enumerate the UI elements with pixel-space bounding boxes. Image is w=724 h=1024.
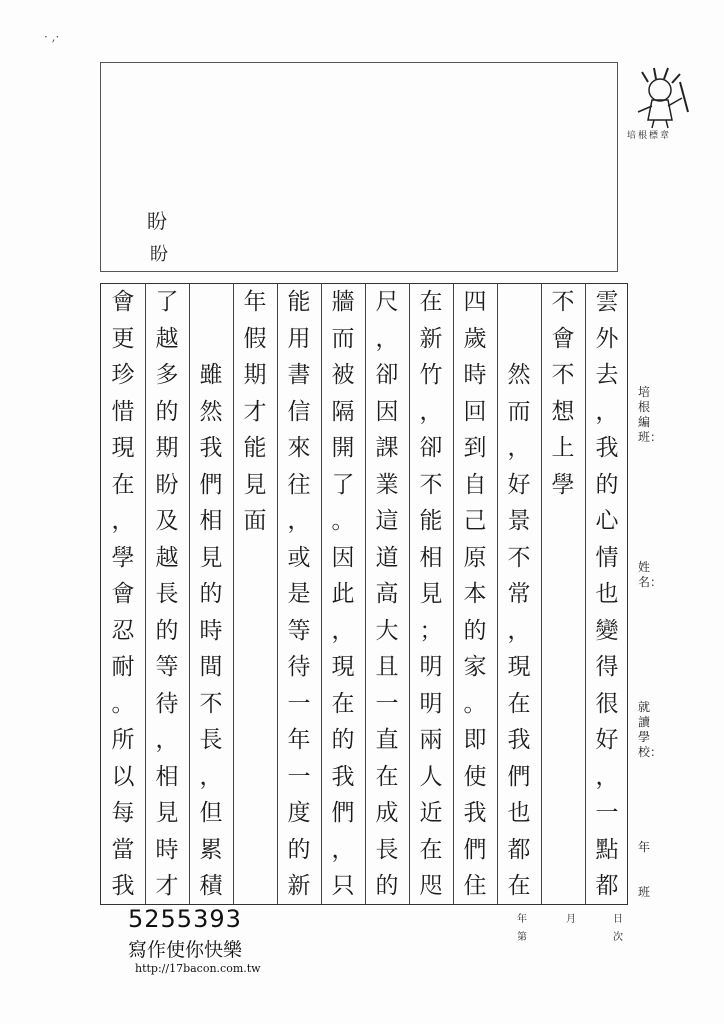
grid-cell xyxy=(233,649,277,685)
logo-label: 培根標章 xyxy=(627,131,672,141)
grid-cell: ， xyxy=(331,617,355,644)
grid-cell: 我 xyxy=(111,873,135,899)
grid-cell: 在 xyxy=(419,836,443,863)
grid-cell xyxy=(233,832,277,868)
grid-cell: 牆 xyxy=(331,289,355,315)
grid-cell: 這 xyxy=(375,508,399,534)
grid-cell: 己 xyxy=(463,508,487,534)
grid-cell xyxy=(189,321,233,357)
grid-cell: 很 xyxy=(595,690,619,717)
grid-column xyxy=(189,284,233,904)
grid-cell: 間 xyxy=(199,654,223,680)
grid-cell: 長 xyxy=(155,581,179,607)
grid-cell: 一 xyxy=(595,800,619,826)
grid-cell: ， xyxy=(595,398,619,425)
grid-cell xyxy=(541,576,585,612)
grid-line xyxy=(409,284,410,904)
grid-cell: 原 xyxy=(463,544,487,571)
grid-cell: 竹 xyxy=(419,362,443,388)
grid-cell: 我 xyxy=(331,763,355,790)
grid-cell xyxy=(233,686,277,722)
grid-cell: 心 xyxy=(595,508,619,534)
grid-cell: 書 xyxy=(287,362,311,388)
grid-cell: 相 xyxy=(155,763,179,790)
grid-cell: 的 xyxy=(463,617,487,644)
grid-column xyxy=(541,284,585,904)
grid-cell: 雖 xyxy=(199,362,223,388)
grid-cell: 只 xyxy=(331,873,355,899)
grid-line xyxy=(189,284,190,904)
grid-line xyxy=(365,284,366,904)
comment-line-1: 盼 xyxy=(147,209,167,233)
grid-column xyxy=(585,284,629,904)
grid-cell: 高 xyxy=(375,581,399,607)
grid-cell: 學 xyxy=(111,544,135,571)
grid-cell: 不 xyxy=(507,544,531,571)
grid-cell: ， xyxy=(595,763,619,790)
comment-line-2: 盼 xyxy=(150,244,168,265)
grid-line xyxy=(145,284,146,904)
grid-cell: 等 xyxy=(287,617,311,644)
grid-cell: 大 xyxy=(375,617,399,644)
scan-marks: · ,· xyxy=(44,30,60,44)
grid-cell: 信 xyxy=(287,398,311,425)
grid-cell: 外 xyxy=(595,325,619,352)
date-day: 日 xyxy=(613,914,623,925)
grid-cell: 因 xyxy=(375,398,399,425)
grid-cell: 長 xyxy=(375,836,399,863)
grid-cell: 常 xyxy=(507,581,531,607)
grid-cell: 在 xyxy=(507,873,531,899)
grid-cell: 一 xyxy=(287,763,311,790)
grid-column xyxy=(497,284,541,904)
grid-cell: 待 xyxy=(287,654,311,680)
grid-cell: 現 xyxy=(507,654,531,680)
grid-cell: 新 xyxy=(419,325,443,352)
grid-cell: 雲 xyxy=(595,289,619,315)
grid-cell xyxy=(233,795,277,831)
grid-cell: 等 xyxy=(155,654,179,680)
grid-cell: ， xyxy=(111,508,135,534)
grid-cell: 明 xyxy=(419,690,443,717)
grid-cell: 及 xyxy=(155,508,179,534)
grid-cell: ， xyxy=(419,398,443,425)
grid-cell xyxy=(233,722,277,758)
grid-cell xyxy=(233,540,277,576)
grid-cell: 以 xyxy=(111,763,135,790)
grid-cell: 卻 xyxy=(419,435,443,461)
grid-cell: 尺 xyxy=(375,289,399,315)
grid-cell: 一 xyxy=(287,690,311,717)
grid-cell: 相 xyxy=(199,508,223,534)
grid-cell: 的 xyxy=(595,471,619,498)
grid-cell: 時 xyxy=(463,362,487,388)
grid-cell: 人 xyxy=(419,763,443,790)
grid-cell: 咫 xyxy=(419,873,443,899)
grid-cell: 。 xyxy=(111,690,135,717)
grid-cell: 卻 xyxy=(375,362,399,388)
grid-cell: 盼 xyxy=(155,471,179,498)
grid-cell: 不 xyxy=(419,471,443,498)
grid-cell: 年 xyxy=(287,727,311,753)
grid-cell xyxy=(233,576,277,612)
grid-cell: 直 xyxy=(375,727,399,753)
grid-cell: 變 xyxy=(595,617,619,644)
grid-cell: 現 xyxy=(111,435,135,461)
grid-cell: 被 xyxy=(331,362,355,388)
grid-cell: 然 xyxy=(507,362,531,388)
grid-cell xyxy=(189,284,233,320)
grid-cell: 會 xyxy=(111,289,135,315)
grid-cell xyxy=(233,759,277,795)
teacher-comment-box xyxy=(100,62,618,272)
grid-cell: 們 xyxy=(199,471,223,498)
grid-cell: 時 xyxy=(199,617,223,644)
grid-cell: 課 xyxy=(375,435,399,461)
grid-cell: 好 xyxy=(595,727,619,753)
grid-cell: 越 xyxy=(155,544,179,571)
grid-cell: 面 xyxy=(243,508,267,534)
grid-cell: 忍 xyxy=(111,617,135,644)
grid-line xyxy=(497,284,498,904)
grid-cell: 我 xyxy=(463,800,487,826)
grid-cell: 去 xyxy=(595,362,619,388)
grid-cell: 景 xyxy=(507,508,531,534)
grid-column xyxy=(145,284,189,904)
grid-cell: 上 xyxy=(551,435,575,461)
grid-cell: ， xyxy=(287,508,311,534)
grid-cell: 見 xyxy=(419,581,443,607)
grid-line xyxy=(585,284,586,904)
grid-cell: 都 xyxy=(595,873,619,899)
grid-cell: 近 xyxy=(419,800,443,826)
grid-line xyxy=(233,284,234,904)
grid-cell: 點 xyxy=(595,836,619,863)
grid-cell: 我 xyxy=(507,727,531,753)
grid-line xyxy=(453,284,454,904)
grid-cell: 而 xyxy=(331,325,355,352)
grid-cell: 四 xyxy=(463,289,487,315)
grid-cell: 也 xyxy=(595,581,619,607)
grid-cell: 珍 xyxy=(111,362,135,388)
grid-cell: 不 xyxy=(551,362,575,388)
grid-cell: 隔 xyxy=(331,398,355,425)
grid-cell: 得 xyxy=(595,654,619,680)
grid-cell: 業 xyxy=(375,471,399,498)
grid-cell: 此 xyxy=(331,581,355,607)
grid-cell: 在 xyxy=(111,471,135,498)
grid-cell: 明 xyxy=(419,654,443,680)
grid-cell: 能 xyxy=(243,435,267,461)
grid-cell: 會 xyxy=(111,581,135,607)
grid-column xyxy=(233,284,277,904)
grid-cell: 每 xyxy=(111,800,135,826)
grid-cell: ， xyxy=(507,435,531,461)
grid-cell xyxy=(541,540,585,576)
grid-cell: 的 xyxy=(155,617,179,644)
grid-cell: 耐 xyxy=(111,654,135,680)
grid-cell: 回 xyxy=(463,398,487,425)
grid-cell: 在 xyxy=(419,289,443,315)
grid-cell: 所 xyxy=(111,727,135,753)
grid-cell: 不 xyxy=(551,289,575,315)
grid-cell: 才 xyxy=(155,873,179,899)
grid-cell: ， xyxy=(331,836,355,863)
count-nth: 第 xyxy=(517,932,527,943)
grid-column xyxy=(277,284,321,904)
side-label-class-num: 班 xyxy=(638,885,651,899)
grid-cell: 的 xyxy=(375,873,399,899)
grid-column xyxy=(453,284,497,904)
grid-cell: 都 xyxy=(507,836,531,863)
grid-cell xyxy=(541,795,585,831)
grid-cell: 新 xyxy=(287,873,311,899)
grid-line xyxy=(541,284,542,904)
grid-cell: 兩 xyxy=(419,727,443,753)
grid-cell: 也 xyxy=(507,800,531,826)
grid-cell xyxy=(541,613,585,649)
side-label-class: 培根編班： xyxy=(638,385,663,444)
grid-cell: 的 xyxy=(199,581,223,607)
footer-number: 5255393 xyxy=(128,905,242,933)
grid-cell: 時 xyxy=(155,836,179,863)
grid-cell: 相 xyxy=(419,544,443,571)
grid-cell: 在 xyxy=(331,690,355,717)
grid-cell: 積 xyxy=(199,873,223,899)
grid-cell: 想 xyxy=(551,398,575,425)
grid-cell: 情 xyxy=(595,544,619,571)
grid-cell: 見 xyxy=(243,471,267,498)
side-label-school: 就讀學校： xyxy=(638,700,663,759)
grid-cell xyxy=(497,284,541,320)
grid-cell: 們 xyxy=(507,763,531,790)
grid-cell: 們 xyxy=(463,836,487,863)
grid-cell: 見 xyxy=(199,544,223,571)
grid-cell: 現 xyxy=(331,654,355,680)
grid-cell: 是 xyxy=(287,581,311,607)
grid-cell: 了 xyxy=(331,471,355,498)
grid-cell: 能 xyxy=(287,289,311,315)
grid-cell: 的 xyxy=(331,727,355,753)
grid-cell: ； xyxy=(419,617,443,644)
grid-cell: 且 xyxy=(375,654,399,680)
grid-cell xyxy=(541,503,585,539)
grid-cell: 期 xyxy=(155,435,179,461)
grid-cell: 成 xyxy=(375,800,399,826)
grid-cell: 用 xyxy=(287,325,311,352)
grid-cell: 能 xyxy=(419,508,443,534)
grid-cell: 自 xyxy=(463,471,487,498)
grid-cell: 不 xyxy=(199,690,223,717)
date-month: 月 xyxy=(566,914,576,925)
grid-cell: 累 xyxy=(199,836,223,863)
footer-url: http://17bacon.com.tw xyxy=(135,962,261,975)
grid-cell: 一 xyxy=(375,690,399,717)
side-label-name: 姓名： xyxy=(638,560,663,589)
grid-cell xyxy=(541,832,585,868)
grid-cell: 會 xyxy=(551,325,575,352)
grid-cell: 見 xyxy=(155,800,179,826)
grid-cell: 住 xyxy=(463,873,487,899)
grid-cell xyxy=(541,649,585,685)
grid-cell: 然 xyxy=(199,398,223,425)
grid-cell: 往 xyxy=(287,471,311,498)
grid-cell: 在 xyxy=(375,763,399,790)
grid-cell: ， xyxy=(199,763,223,790)
grid-cell: 因 xyxy=(331,544,355,571)
grid-cell: 歲 xyxy=(463,325,487,352)
grid-cell: ， xyxy=(155,727,179,753)
manuscript-grid xyxy=(100,283,628,905)
grid-cell: 惜 xyxy=(111,398,135,425)
grid-cell: 。 xyxy=(331,508,355,534)
grid-cell: 到 xyxy=(463,435,487,461)
grid-cell: 但 xyxy=(199,800,223,826)
grid-cell: 長 xyxy=(199,727,223,753)
grid-column xyxy=(321,284,365,904)
grid-cell: 或 xyxy=(287,544,311,571)
grid-cell: 年 xyxy=(243,289,267,315)
grid-cell: 我 xyxy=(595,435,619,461)
grid-cell: 使 xyxy=(463,763,487,790)
grid-cell: 了 xyxy=(155,289,179,315)
footer-slogan: 寫作使你快樂 xyxy=(128,939,243,961)
grid-cell: 而 xyxy=(507,398,531,425)
grid-cell xyxy=(233,868,277,904)
grid-cell: 。 xyxy=(463,690,487,717)
grid-cell: 多 xyxy=(155,362,179,388)
grid-cell: 本 xyxy=(463,581,487,607)
grid-cell: 當 xyxy=(111,836,135,863)
grid-cell xyxy=(541,868,585,904)
grid-cell: 才 xyxy=(243,398,267,425)
side-label-year: 年 xyxy=(638,840,651,854)
grid-cell: 期 xyxy=(243,362,267,388)
grid-cell: 待 xyxy=(155,690,179,717)
grid-cell: 在 xyxy=(507,690,531,717)
grid-cell xyxy=(541,686,585,722)
grid-column xyxy=(365,284,409,904)
grid-cell: 我 xyxy=(199,435,223,461)
grid-cell: 越 xyxy=(155,325,179,352)
grid-cell: 的 xyxy=(287,836,311,863)
grid-cell: 學 xyxy=(551,471,575,498)
grid-line xyxy=(321,284,322,904)
grid-cell: 即 xyxy=(463,727,487,753)
grid-cell xyxy=(233,613,277,649)
grid-column xyxy=(409,284,453,904)
date-year: 年 xyxy=(517,914,527,925)
grid-column xyxy=(101,284,145,904)
grid-cell: 來 xyxy=(287,435,311,461)
grid-cell: 度 xyxy=(287,800,311,826)
grid-cell: 好 xyxy=(507,471,531,498)
grid-cell: 家 xyxy=(463,654,487,680)
count-times: 次 xyxy=(613,932,623,943)
grid-cell: 們 xyxy=(331,800,355,826)
grid-cell xyxy=(497,321,541,357)
grid-cell xyxy=(541,759,585,795)
grid-line xyxy=(277,284,278,904)
grid-cell: 更 xyxy=(111,325,135,352)
grid-cell: 的 xyxy=(155,398,179,425)
grid-cell: 開 xyxy=(331,435,355,461)
grid-cell: ， xyxy=(507,617,531,644)
grid-cell: ， xyxy=(375,325,399,352)
grid-cell xyxy=(541,722,585,758)
grid-cell: 假 xyxy=(243,325,267,352)
grid-cell: 道 xyxy=(375,544,399,571)
